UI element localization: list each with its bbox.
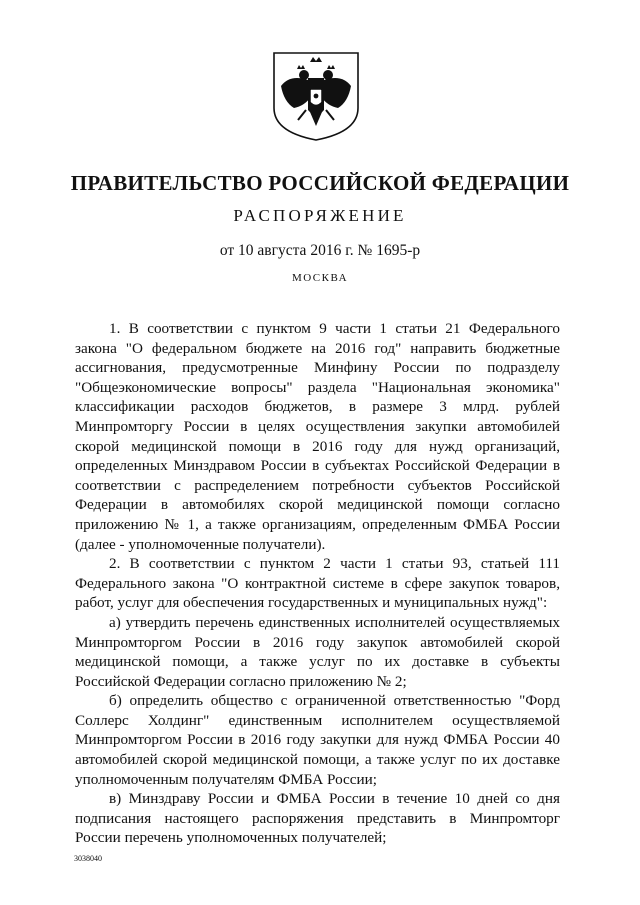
document-body	[75, 319, 560, 848]
paragraph-1: 1. В соответствии с пунктом 9 части 1 статьи 21 Федерального закона "О федеральном бюджете на 2016 год" направить бюджетные ассигнования, предусмотренные Минфину России по подразделу "Общеэкономические вопросы" раздела "Национальная экономика" классификации расходов бюджетов, в размере 3 млрд. рублей Минпромторгу России в целях осуществления закупки автомобилей скорой медицинской помощи в 2016 году для нужд организаций, определенных Минздравом России в субъектах Российской Федерации в соответствии с распределением потребности субъектов Российской Федерации в автомобилях скорой медицинской помощи согласно приложению № 1, а также организациям, определенным ФМБА России (далее - уполномоченные получатели).	[75, 320, 560, 553]
paragraph-2: 2. В соответствии с пунктом 2 части 1 статьи 93, статьей 111 Федерального закона "О контрактной системе в сфере закупок товаров, работ, услуг для обеспечения государственных и муниципальных нужд":	[75, 555, 560, 612]
paragraph-2c: в) Минздраву России и ФМБА России в течение 10 дней со дня подписания настоящего распоряжения представить в Минпромторг России перечень уполномоченных получателей;	[75, 790, 560, 847]
issuer-title: ПРАВИТЕЛЬСТВО РОССИЙСКОЙ ФЕДЕРАЦИИ	[70, 171, 570, 195]
document-city: МОСКВА	[291, 272, 349, 284]
footer-code: 3038040	[74, 854, 102, 863]
document-date-number: от 10 августа 2016 г. № 1695-р	[219, 242, 421, 259]
coat-of-arms-emblem	[270, 50, 362, 142]
document-type: РАСПОРЯЖЕНИЕ	[233, 206, 407, 225]
paragraph-2a: а) утвердить перечень единственных исполнителей осуществляемых Минпромторгом России в 2016 году закупок автомобилей скорой медицинской помощи, а также услуг по их доставке в субъекты Российской Федерации согласно приложению № 2;	[75, 613, 560, 690]
paragraph-2b: б) определить общество с ограниченной ответственностью "Форд Соллерс Холдинг" единственным исполнителем осуществляемой Минпромторгом России в 2016 году закупки для нужд ФМБА России 40 автомобилей скорой медицинской помощи, а также услуг по их доставке уполномоченным получателям ФМБА России;	[75, 692, 560, 788]
